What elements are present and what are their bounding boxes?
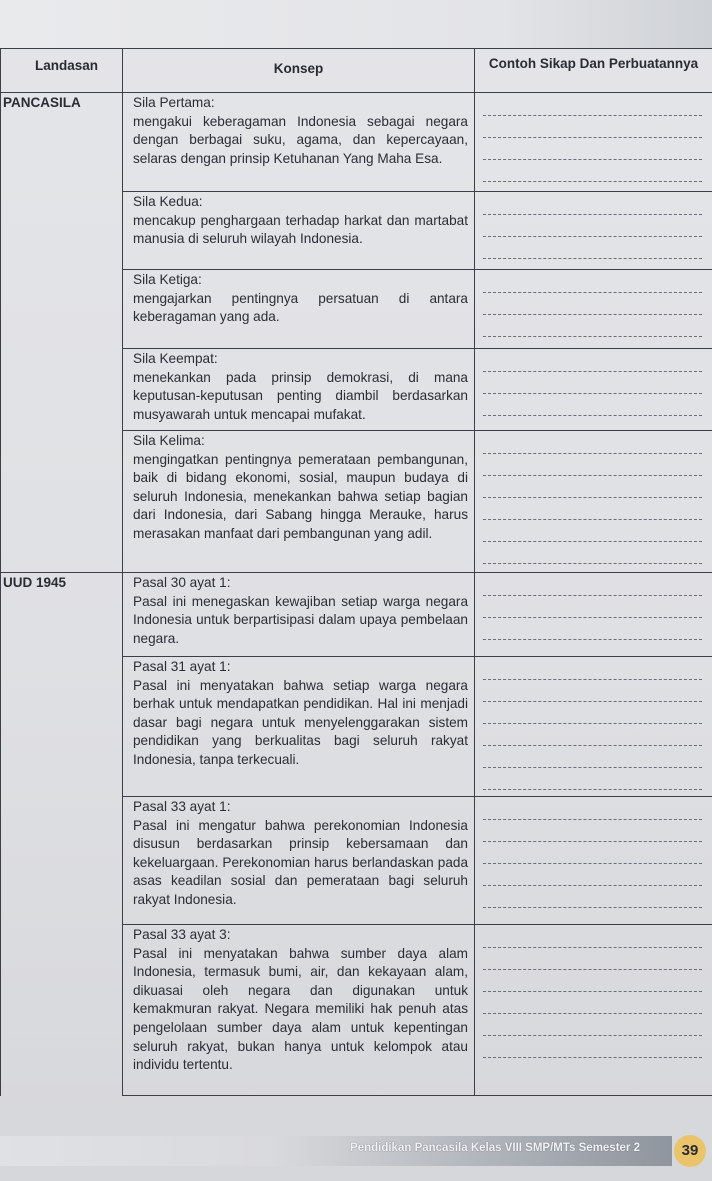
konsep-desc: mengingatkan pentingnya pemerataan pembangunan, baik di bidang ekonomi, sosial, maupun budaya di seluruh Indonesia, menekankan bahwa setiap bagian dari Indonesia, dari Sabang hingga Merauke, harus merasakan manfaat dari pembangunan yang adil. <box>133 451 468 541</box>
konsep-desc: mengajarkan pentingnya persatuan di antara keberagaman yang ada. <box>133 290 468 325</box>
konsep-cell <box>123 573 475 657</box>
answer-line[interactable] <box>483 864 702 886</box>
answer-line[interactable] <box>483 820 702 842</box>
konsep-title: Sila Kelima: <box>133 433 205 448</box>
answer-line[interactable] <box>483 657 702 680</box>
konsep-cell <box>123 349 475 431</box>
answer-line[interactable] <box>483 293 702 315</box>
table-row <box>1 573 712 657</box>
answer-line[interactable] <box>483 542 702 564</box>
answer-line[interactable] <box>483 454 702 476</box>
konsep-desc: Pasal ini menegaskan kewajiban setiap warga negara Indonesia untuk berpartisipasi dalam upaya pembelaan negara. <box>133 593 468 646</box>
contoh-answer-cell[interactable] <box>475 192 712 270</box>
landasan-uud-1945: UUD 1945 <box>1 573 123 1096</box>
konsep-desc: mencakup penghargaan terhadap harkat dan martabat manusia di seluruh wilayah Indonesia. <box>133 212 468 247</box>
konsep-title: Pasal 33 ayat 1: <box>133 799 231 814</box>
konsep-cell <box>123 93 475 192</box>
answer-line[interactable] <box>483 270 702 293</box>
contoh-answer-cell[interactable] <box>475 573 712 657</box>
answer-line[interactable] <box>483 93 702 116</box>
page-number: 39 <box>674 1135 706 1167</box>
konsep-title: Sila Pertama: <box>133 95 215 110</box>
answer-line[interactable] <box>483 237 702 259</box>
answer-line[interactable] <box>483 702 702 724</box>
page-footer <box>0 1128 712 1181</box>
answer-line[interactable] <box>483 768 702 790</box>
konsep-cell <box>123 431 475 573</box>
table-header-row <box>1 49 712 93</box>
konsep-desc: Pasal ini menyatakan bahwa setiap warga negara berhak untuk mendapatkan pendidikan. Hal ini menjadi dasar bagi negara untuk menyelenggarakan sistem pendidikan yang berkualitas bagi seluruh rakyat Indonesia, tanpa terkecuali. <box>133 677 468 767</box>
konsep-title: Sila Kedua: <box>133 194 203 209</box>
answer-line[interactable] <box>483 992 702 1014</box>
answer-line[interactable] <box>483 160 702 182</box>
answer-line[interactable] <box>483 618 702 640</box>
contoh-answer-cell[interactable] <box>475 349 712 431</box>
page-top-margin <box>0 0 712 48</box>
answer-line[interactable] <box>483 116 702 138</box>
konsep-desc: mengakui keberagaman Indonesia sebagai negara dengan berbagai suku, agama, dan kepercayaan, selaras dengan prinsip Ketuhanan Yang Maha Esa. <box>133 113 468 166</box>
landasan-konsep-table <box>0 48 712 1096</box>
answer-line[interactable] <box>483 476 702 498</box>
konsep-cell <box>123 657 475 797</box>
konsep-desc: Pasal ini menyatakan bahwa sumber daya alam Indonesia, termasuk bumi, air, dan kekayaan alam, dikuasai oleh negara dan digunakan untuk kemakmuran rakyat. Negara memiliki hak penuh atas pengelolaan sumber daya alam untuk kepentingan seluruh rakyat, bukan hanya untuk kelompok atau individu tertentu. <box>133 945 468 1073</box>
contoh-answer-cell[interactable] <box>475 93 712 192</box>
answer-line[interactable] <box>483 1014 702 1036</box>
answer-line[interactable] <box>483 746 702 768</box>
konsep-title: Sila Ketiga: <box>133 272 202 287</box>
answer-line[interactable] <box>483 1036 702 1058</box>
answer-line[interactable] <box>483 797 702 820</box>
answer-line[interactable] <box>483 215 702 237</box>
konsep-title: Pasal 30 ayat 1: <box>133 575 231 590</box>
answer-line[interactable] <box>483 724 702 746</box>
answer-line[interactable] <box>483 596 702 618</box>
answer-line[interactable] <box>483 573 702 596</box>
answer-line[interactable] <box>483 842 702 864</box>
answer-line[interactable] <box>483 315 702 337</box>
konsep-cell <box>123 192 475 270</box>
contoh-answer-cell[interactable] <box>475 925 712 1096</box>
answer-line[interactable] <box>483 948 702 970</box>
konsep-cell <box>123 797 475 925</box>
answer-line[interactable] <box>483 498 702 520</box>
answer-line[interactable] <box>483 431 702 454</box>
answer-line[interactable] <box>483 520 702 542</box>
contoh-answer-cell[interactable] <box>475 797 712 925</box>
konsep-cell <box>123 270 475 349</box>
contoh-answer-cell[interactable] <box>475 657 712 797</box>
konsep-title: Pasal 33 ayat 3: <box>133 927 231 942</box>
answer-line[interactable] <box>483 925 702 948</box>
answer-line[interactable] <box>483 680 702 702</box>
answer-line[interactable] <box>483 394 702 416</box>
header-contoh-sikap: Contoh Sikap Dan Perbuatannya <box>475 49 712 93</box>
header-landasan: Landasan <box>1 49 123 93</box>
konsep-title: Sila Keempat: <box>133 351 218 366</box>
table-row <box>1 93 712 192</box>
answer-line[interactable] <box>483 138 702 160</box>
contoh-answer-cell[interactable] <box>475 270 712 349</box>
answer-line[interactable] <box>483 349 702 372</box>
landasan-pancasila: PANCASILA <box>1 93 123 573</box>
konsep-title: Pasal 31 ayat 1: <box>133 659 231 674</box>
contoh-answer-cell[interactable] <box>475 431 712 573</box>
konsep-cell <box>123 925 475 1096</box>
konsep-desc: Pasal ini mengatur bahwa perekonomian Indonesia disusun berdasarkan prinsip kebersamaan dan kekeluargaan. Perekonomian harus berlandaskan pada asas keadilan sosial dan pemerataan bagi seluruh rakyat Indonesia. <box>133 817 468 907</box>
konsep-desc: menekankan pada prinsip demokrasi, di mana keputusan-keputusan penting diambil berdasarkan musyawarah untuk mencapai mufakat. <box>133 369 468 422</box>
answer-line[interactable] <box>483 970 702 992</box>
answer-line[interactable] <box>483 192 702 215</box>
header-konsep: Konsep <box>123 49 475 93</box>
answer-line[interactable] <box>483 886 702 908</box>
answer-line[interactable] <box>483 372 702 394</box>
footer-book-title: Pendidikan Pancasila Kelas VIII SMP/MTs Semester 2 <box>350 1142 640 1154</box>
